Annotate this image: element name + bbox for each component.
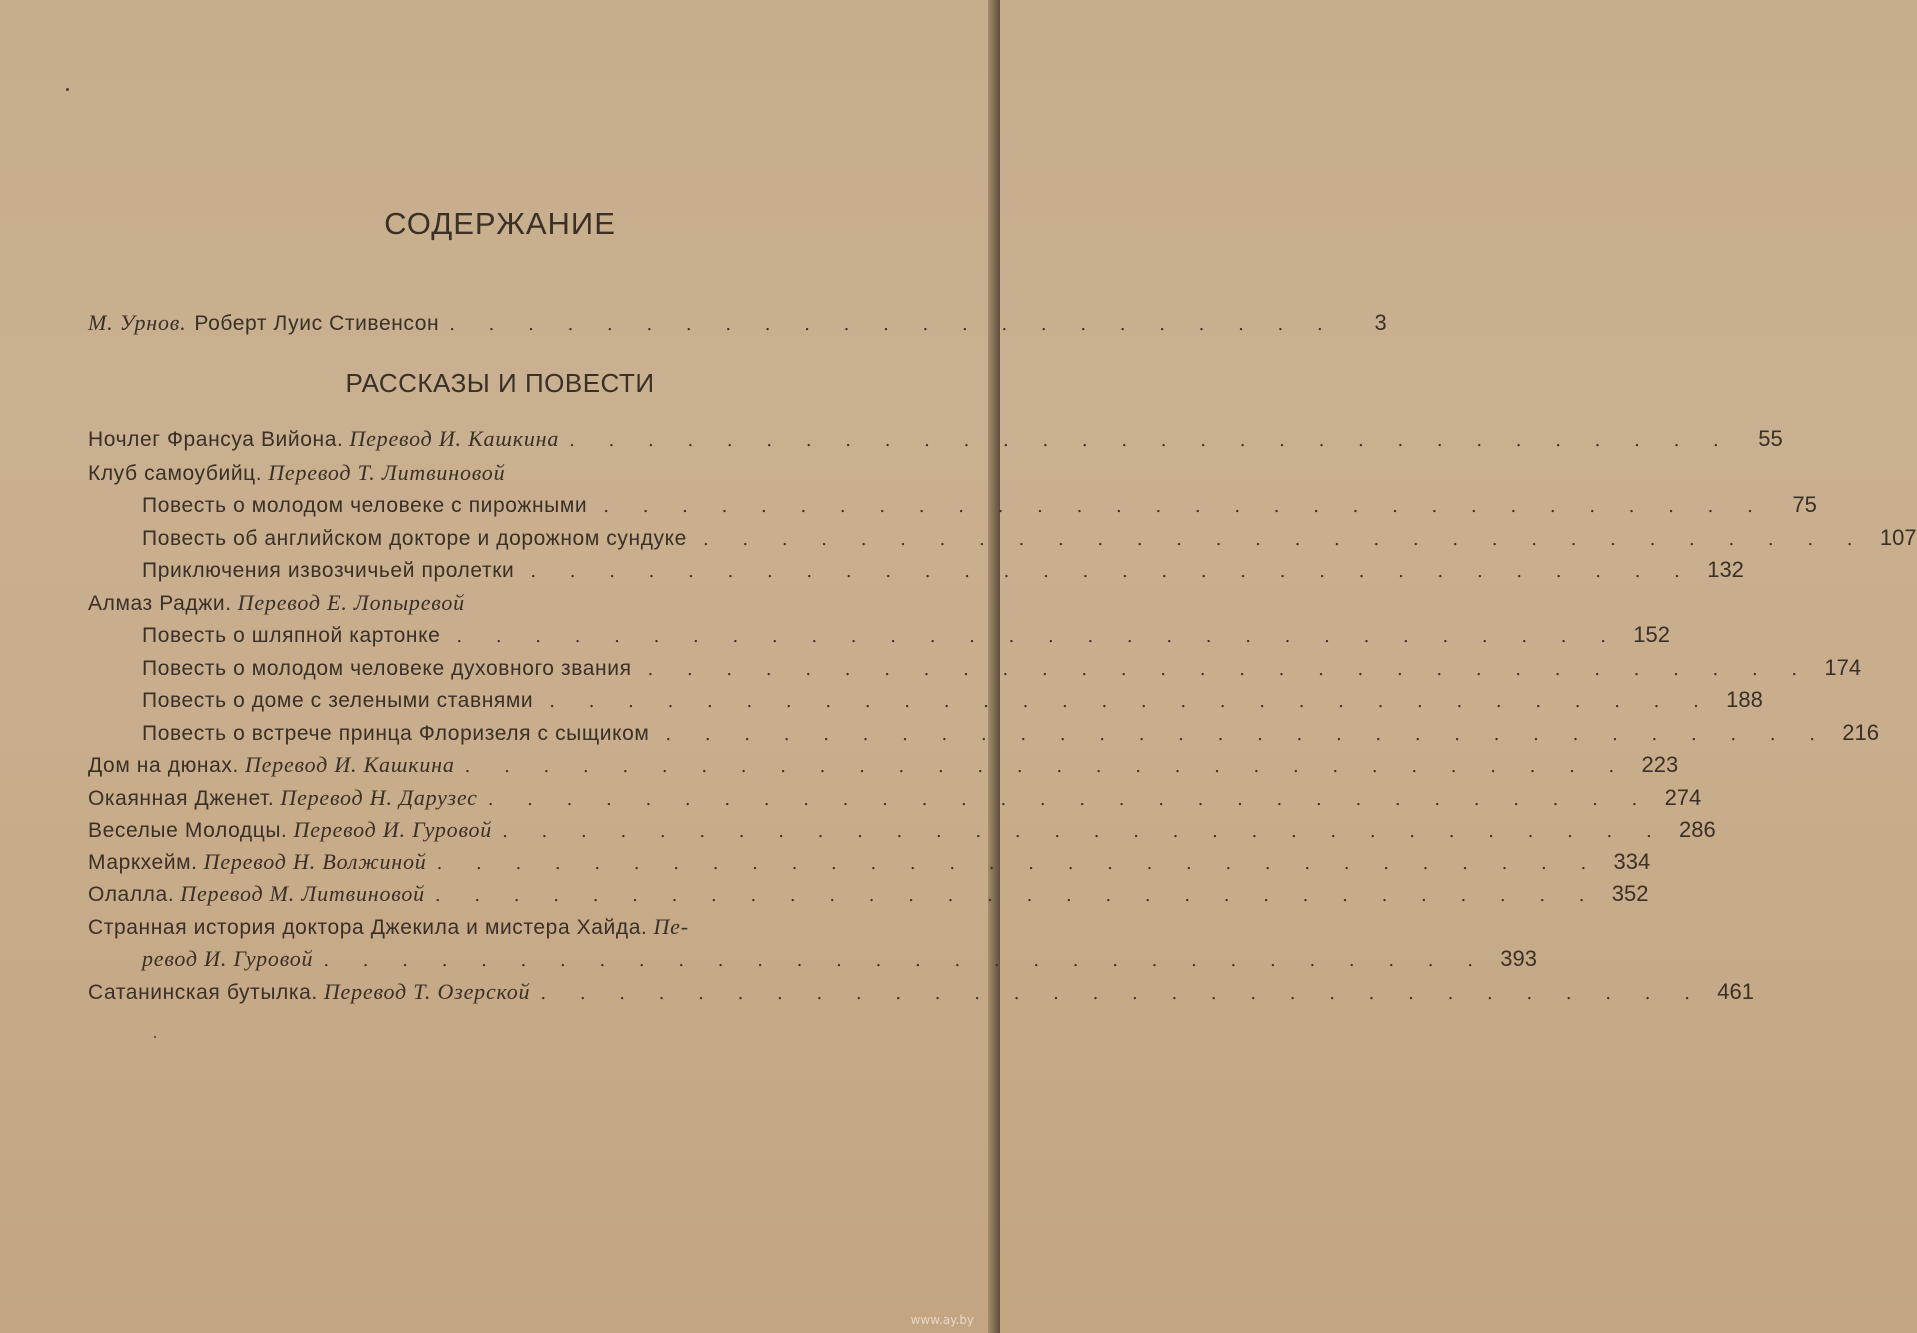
watermark: www.ay.by	[910, 1313, 974, 1327]
leader-dots: . . . . . . . . . . . . . . . . . . . . . . . . . . . . . .	[487, 789, 1652, 810]
entry-translator: Перевод Е. Лопыревой	[237, 590, 465, 615]
entry-translator: Перевод М. Литвиновой	[180, 881, 425, 906]
toc-entry	[88, 785, 1702, 815]
toc-entry	[142, 622, 1670, 652]
entry-translator: Перевод Т. Озерской	[323, 979, 531, 1004]
toc-entry	[88, 979, 1754, 1009]
toc-entry	[142, 946, 1537, 976]
entry-title: Повесть о встрече принца Флоризеля с сыщиком	[142, 722, 650, 745]
leader-dots: . . . . . . . . . . . . . . . . . . . . . . . . . . . . . .	[530, 561, 1694, 582]
leader-dots: . . . . . . . . . . . . . . . . . . . . . . . . . . . . . .	[647, 659, 1812, 680]
entry-title: Роберт Луис Стивенсон	[194, 312, 440, 335]
toc-entry	[88, 817, 1716, 847]
entry-translator: ревод И. Гуровой	[142, 946, 314, 971]
entry-title: Веселые Молодцы.	[88, 819, 288, 842]
entry-title: Окаянная Дженет.	[88, 787, 275, 810]
leader-dots: . . . . . . . . . . . . . . . . . . . . . . . . . . . . . .	[323, 950, 1487, 971]
toc-entry	[88, 590, 910, 620]
paper-speck	[154, 1036, 156, 1038]
entry-translator: Перевод Т. Литвиновой	[268, 460, 506, 485]
toc-entry	[88, 914, 910, 944]
entry-title: Повесть о молодом человеке с пирожными	[142, 494, 588, 517]
entry-page: 174	[1824, 655, 1862, 680]
entry-page: 393	[1500, 946, 1537, 971]
entry-title: Ночлег Франсуа Вийона.	[88, 428, 344, 451]
section-title: РАССКАЗЫ И ПОВЕСТИ	[345, 368, 655, 398]
entry-translator: Перевод Н. Дарузес	[280, 785, 478, 810]
entry-title: Повесть о молодом человеке духовного звания	[142, 657, 632, 680]
entry-page: 152	[1633, 622, 1670, 647]
entry-title: Странная история доктора Джекила и мистера Хайда.	[88, 916, 648, 939]
leader-dots: . . . . . . . . . . . . . . . . . . . . . . . . . . . . . .	[464, 756, 1629, 777]
toc-entry	[142, 525, 1917, 555]
entry-translator: Перевод Н. Волжиной	[203, 849, 427, 874]
toc-entry	[142, 557, 1744, 587]
entry-translator: Перевод И. Гуровой	[293, 817, 493, 842]
leader-dots: . . . . . . . . . . . . . . . . . . . . . . . . . . . . . .	[603, 496, 1767, 517]
entry-page: 75	[1792, 492, 1817, 517]
entry-page: 55	[1758, 426, 1783, 451]
entry-title: Олалла.	[88, 883, 175, 906]
toc-entry	[88, 752, 1679, 782]
leader-dots: . . . . . . . . . . . . . . . . . . . . . . .	[449, 314, 1337, 335]
entry-title: Алмаз Раджи.	[88, 592, 232, 615]
leader-dots: . . . . . . . . . . . . . . . . . . . . . . . . . . . . . .	[702, 529, 1867, 550]
entry-page: 286	[1678, 817, 1716, 842]
entry-title: Сатанинская бутылка.	[88, 981, 318, 1004]
entry-title: Повесть о доме с зелеными ставнями	[142, 689, 534, 712]
entry-translator: Перевод И. Кашкина	[349, 426, 560, 451]
entry-page: 461	[1717, 979, 1754, 1004]
entry-title: Приключения извозчичьей пролетки	[142, 559, 515, 582]
entry-page: 223	[1641, 752, 1679, 777]
toc-entry	[88, 460, 910, 490]
entry-title: Маркхейм.	[88, 851, 198, 874]
toc-entry	[142, 492, 1817, 522]
entry-page: 274	[1664, 785, 1702, 810]
entry-author: М. Урнов.	[88, 310, 187, 335]
page-title: СОДЕРЖАНИЕ	[384, 206, 616, 241]
leader-dots: . . . . . . . . . . . . . . . . . . . . . . . . . . . . . .	[665, 724, 1830, 745]
toc-entry	[88, 849, 1651, 879]
leader-dots: . . . . . . . . . . . . . . . . . . . . . . . . . . . . . .	[540, 983, 1704, 1004]
toc-entry	[142, 655, 1862, 685]
leader-dots: . . . . . . . . . . . . . . . . . . . . . . . . . . . . . .	[456, 626, 1620, 647]
entry-title: Повесть о шляпной картонке	[142, 624, 441, 647]
entry-page: 3	[1374, 310, 1387, 335]
entry-title: Дом на дюнах.	[88, 754, 239, 777]
toc-entry	[142, 687, 1763, 717]
leader-dots: . . . . . . . . . . . . . . . . . . . . . . . . . . . . . .	[502, 821, 1666, 842]
toc-entry	[142, 720, 1880, 750]
toc-entry-intro	[88, 310, 1387, 340]
leader-dots: . . . . . . . . . . . . . . . . . . . . . . . . . . . . . .	[549, 691, 1713, 712]
entry-title: Клуб самоубийц.	[88, 462, 263, 485]
toc-entry	[88, 426, 1783, 456]
paper-speck	[66, 88, 69, 91]
entry-page: 188	[1726, 687, 1763, 712]
leader-dots: . . . . . . . . . . . . . . . . . . . . . . . . . . . . . .	[434, 885, 1599, 906]
leader-dots: . . . . . . . . . . . . . . . . . . . . . . . . . . . . . .	[436, 853, 1601, 874]
leader-dots: . . . . . . . . . . . . . . . . . . . . . . . . . . . . . .	[569, 430, 1733, 451]
entry-page: 334	[1613, 849, 1651, 874]
entry-page: 352	[1611, 881, 1649, 906]
entry-page: 132	[1707, 557, 1744, 582]
entry-translator: Перевод И. Кашкина	[244, 752, 455, 777]
toc-entry	[88, 881, 1649, 911]
entry-title: Повесть об английском докторе и дорожном сундуке	[142, 527, 687, 550]
entry-page: 216	[1842, 720, 1880, 745]
entry-translator: Пе-	[653, 914, 689, 939]
entry-page: 107	[1879, 525, 1917, 550]
